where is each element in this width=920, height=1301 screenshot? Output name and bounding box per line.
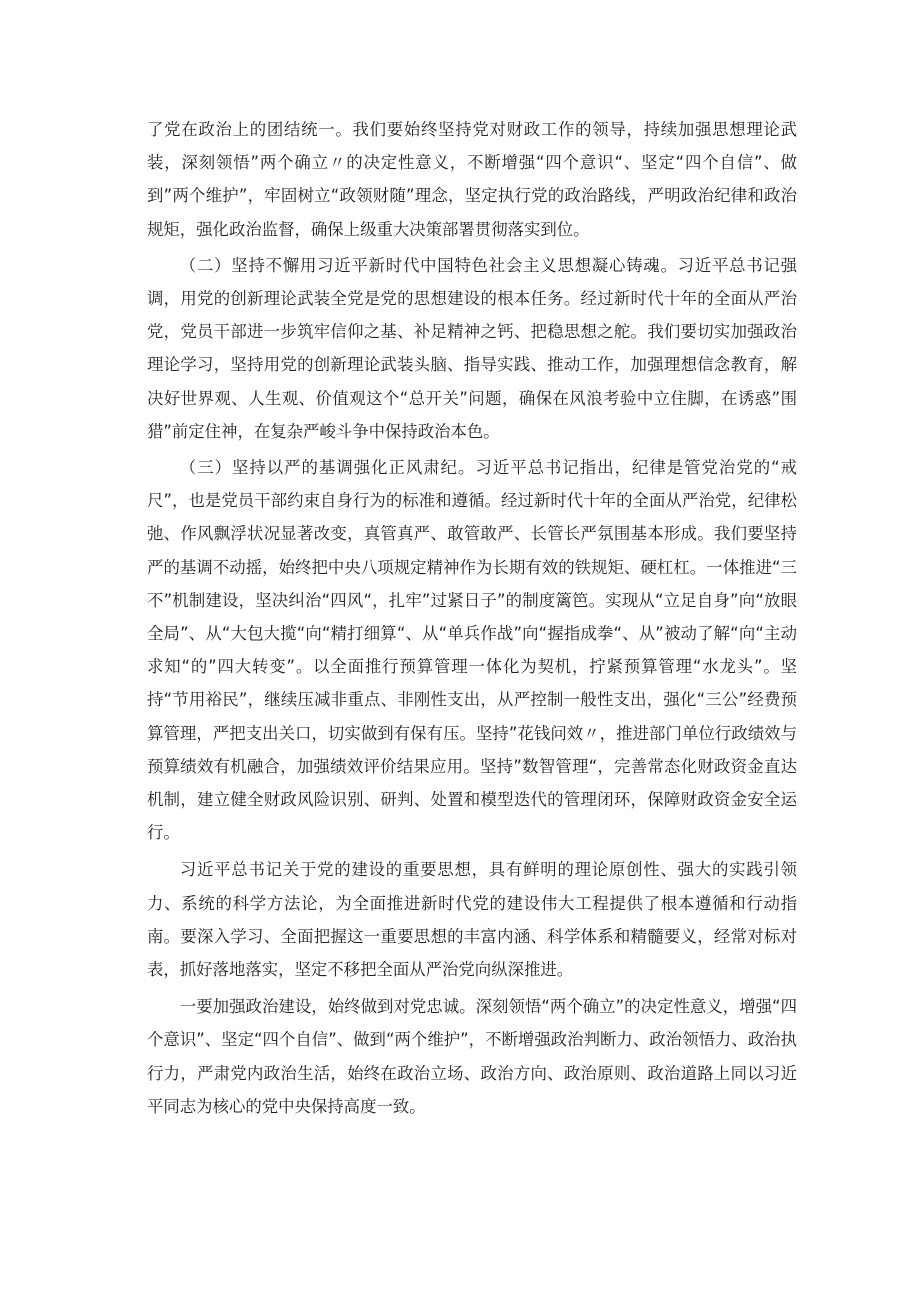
paragraph-political-building: 一要加强政治建设，始终做到对党忠诚。深刻领悟“两个确立”的决定性意义，增强“四个意识”、坚定“四个自信”、做到“两个维护”，不断增强政治判断力、政治领悟力、政治执行力，严肃党内政治生活，始终在政治立场、政治方向、政治原则、政治道路上同以习近平同志为核心的党中央保持高度一致。 [147, 997, 797, 1116]
paragraph-continuation: 了党在政治上的团结统一。我们要始终坚持党对财政工作的领导，持续加强思想理论武装，深刻领悟”两个确立〃的决定性意义，不断增强“四个意识“、坚定“四个自信”、做到”两个维护”，牢固树立“政领财随”理念，坚定执行党的政治路线，严明政治纪律和政治规矩，强化政治监督，确保上级重大决策部署贯彻落实到位。 [147, 120, 797, 239]
paragraph-section-three: （三）坚持以严的基调强化正风肃纪。习近平总书记指出，纪律是管党治党的“戒尺”，也是党员干部约束自身行为的标准和遵循。经过新时代十年的全面从严治党，纪律松弛、作风飘浮状况显著改变，真管真严、敢管敢严、长管长严氛围基本形成。我们要坚持严的基调不动摇，始终把中央八项规定精神作为长期有效的铁规矩、硬杠杠。一体推进“三不”机制建设，坚决纠治“四风“，扎牢”过紧日子”的制度篱笆。实现从“立足自身”向“放眼全局”、从“大包大揽“向“精打细算“、从“单兵作战”向“握指成拳“、从”被动了解“向“主动求知“的”四大转变”。以全面推行预算管理一体化为契机，拧紧预算管理“水龙头”。坚持“节用裕民”，继续压减非重点、非刚性支出，从严控制一般性支出，强化“三公”经费预算管理，严把支出关口，切实做到有保有压。坚持”花钱问效〃，推进部门单位行政绩效与预算绩效有机融合，加强绩效评价结果应用。坚持”数智管理“，完善常态化财政资金直达机制，建立健全财政风险识别、研判、处置和模型迭代的管理闭环，保障财政资金安全运行。 [147, 458, 797, 843]
document-body [147, 113, 797, 1123]
paragraph-section-two: （二）坚持不懈用习近平新时代中国特色社会主义思想凝心铸魂。习近平总书记强调，用党的创新理论武装全党是党的思想建设的根本任务。经过新时代十年的全面从严治党，党员干部进一步筑牢信仰之基、补足精神之钙、把稳思想之舵。我们要切实加强政治理论学习，坚持用党的创新理论武装头脑、指导实践、推动工作，加强理想信念教育，解决好世界观、人生观、价值观这个“总开关”问题，确保在风浪考验中立住脚，在诱惑”围猎”前定住神，在复杂严峻斗争中保持政治本色。 [147, 255, 797, 441]
paragraph-summary: 习近平总书记关于党的建设的重要思想，具有鲜明的理论原创性、强大的实践引领力、系统的科学方法论，为全面推进新时代党的建设伟大工程提供了根本遵循和行动指南。要深入学习、全面把握这一重要思想的丰富内涵、科学体系和精髓要义，经常对标对表，抓好落地落实，坚定不移把全面从严治党向纵深推进。 [147, 860, 797, 980]
